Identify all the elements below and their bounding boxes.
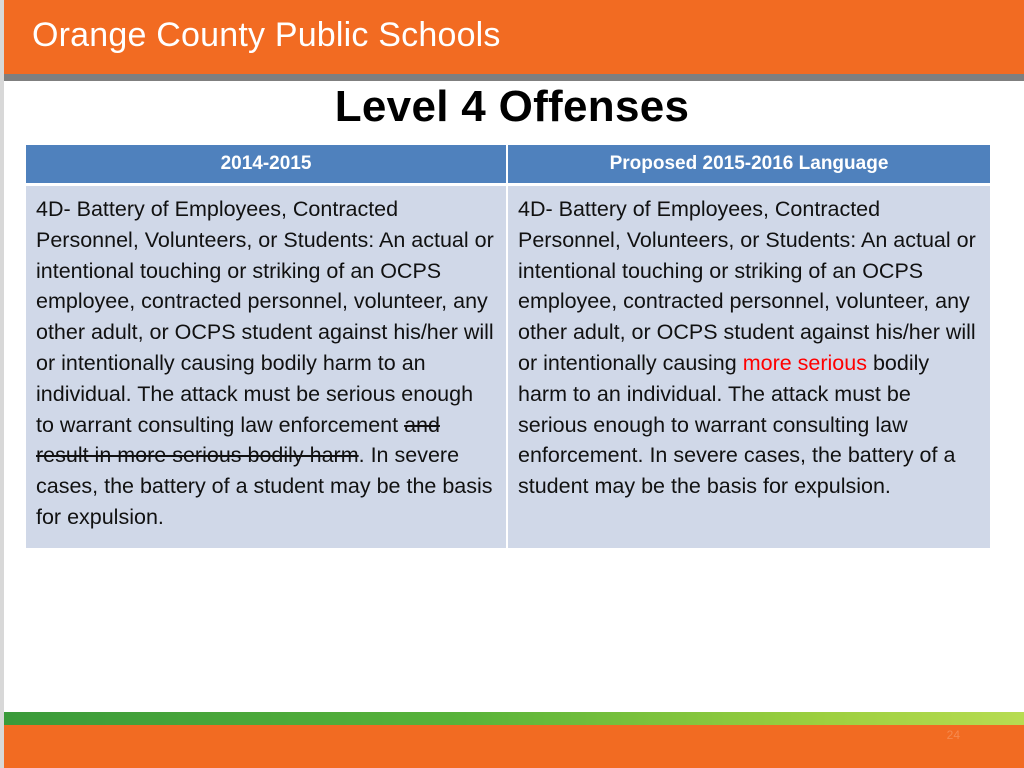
page-number: 24 — [946, 728, 960, 742]
comparison-table — [26, 145, 990, 548]
struck-text: and result in more serious bodily harm — [36, 412, 440, 468]
header-title: Orange County Public Schools — [32, 16, 501, 54]
header-bar — [4, 0, 1024, 74]
cell-2014-2015-text — [26, 185, 507, 548]
header-divider — [4, 74, 1024, 81]
cell-proposed-text — [507, 185, 990, 548]
column-header-2014-2015: 2014-2015 — [26, 145, 507, 185]
table-header-row — [26, 145, 990, 185]
slide-title: Level 4 Offenses — [334, 82, 690, 131]
added-text: more serious — [742, 350, 867, 375]
table-row — [26, 185, 990, 548]
footer-bar — [4, 725, 1024, 768]
left-text-part2: . In severe cases, the battery of a student may be the basis for expulsion. — [36, 443, 493, 529]
left-text-part1: 4D- Battery of Employees, Contracted Personnel, Volunteers, or Students: An actual or intentional touching or striking of an OCPS employee, contracted personnel, volunteer, any other adult, or OCPS student against his/her will or intentionally causing bodily harm to an individual. The attack must be serious enough to warrant consulting law enforcement — [36, 197, 494, 437]
right-text-part2: bodily harm to an individual. The attack must be serious enough to warrant consulting law enforcement. In severe cases, the battery of a student may be the basis for expulsion. — [518, 350, 956, 499]
column-header-proposed: Proposed 2015-2016 Language — [507, 145, 990, 185]
footer-accent-stripe — [4, 712, 1024, 725]
right-text-part1: 4D- Battery of Employees, Contracted Personnel, Volunteers, or Students: An actual or intentional touching or striking of an OCPS employee, contracted personnel, volunteer, any other adult, or OCPS student against his/her will or intentionally causing — [518, 197, 976, 375]
